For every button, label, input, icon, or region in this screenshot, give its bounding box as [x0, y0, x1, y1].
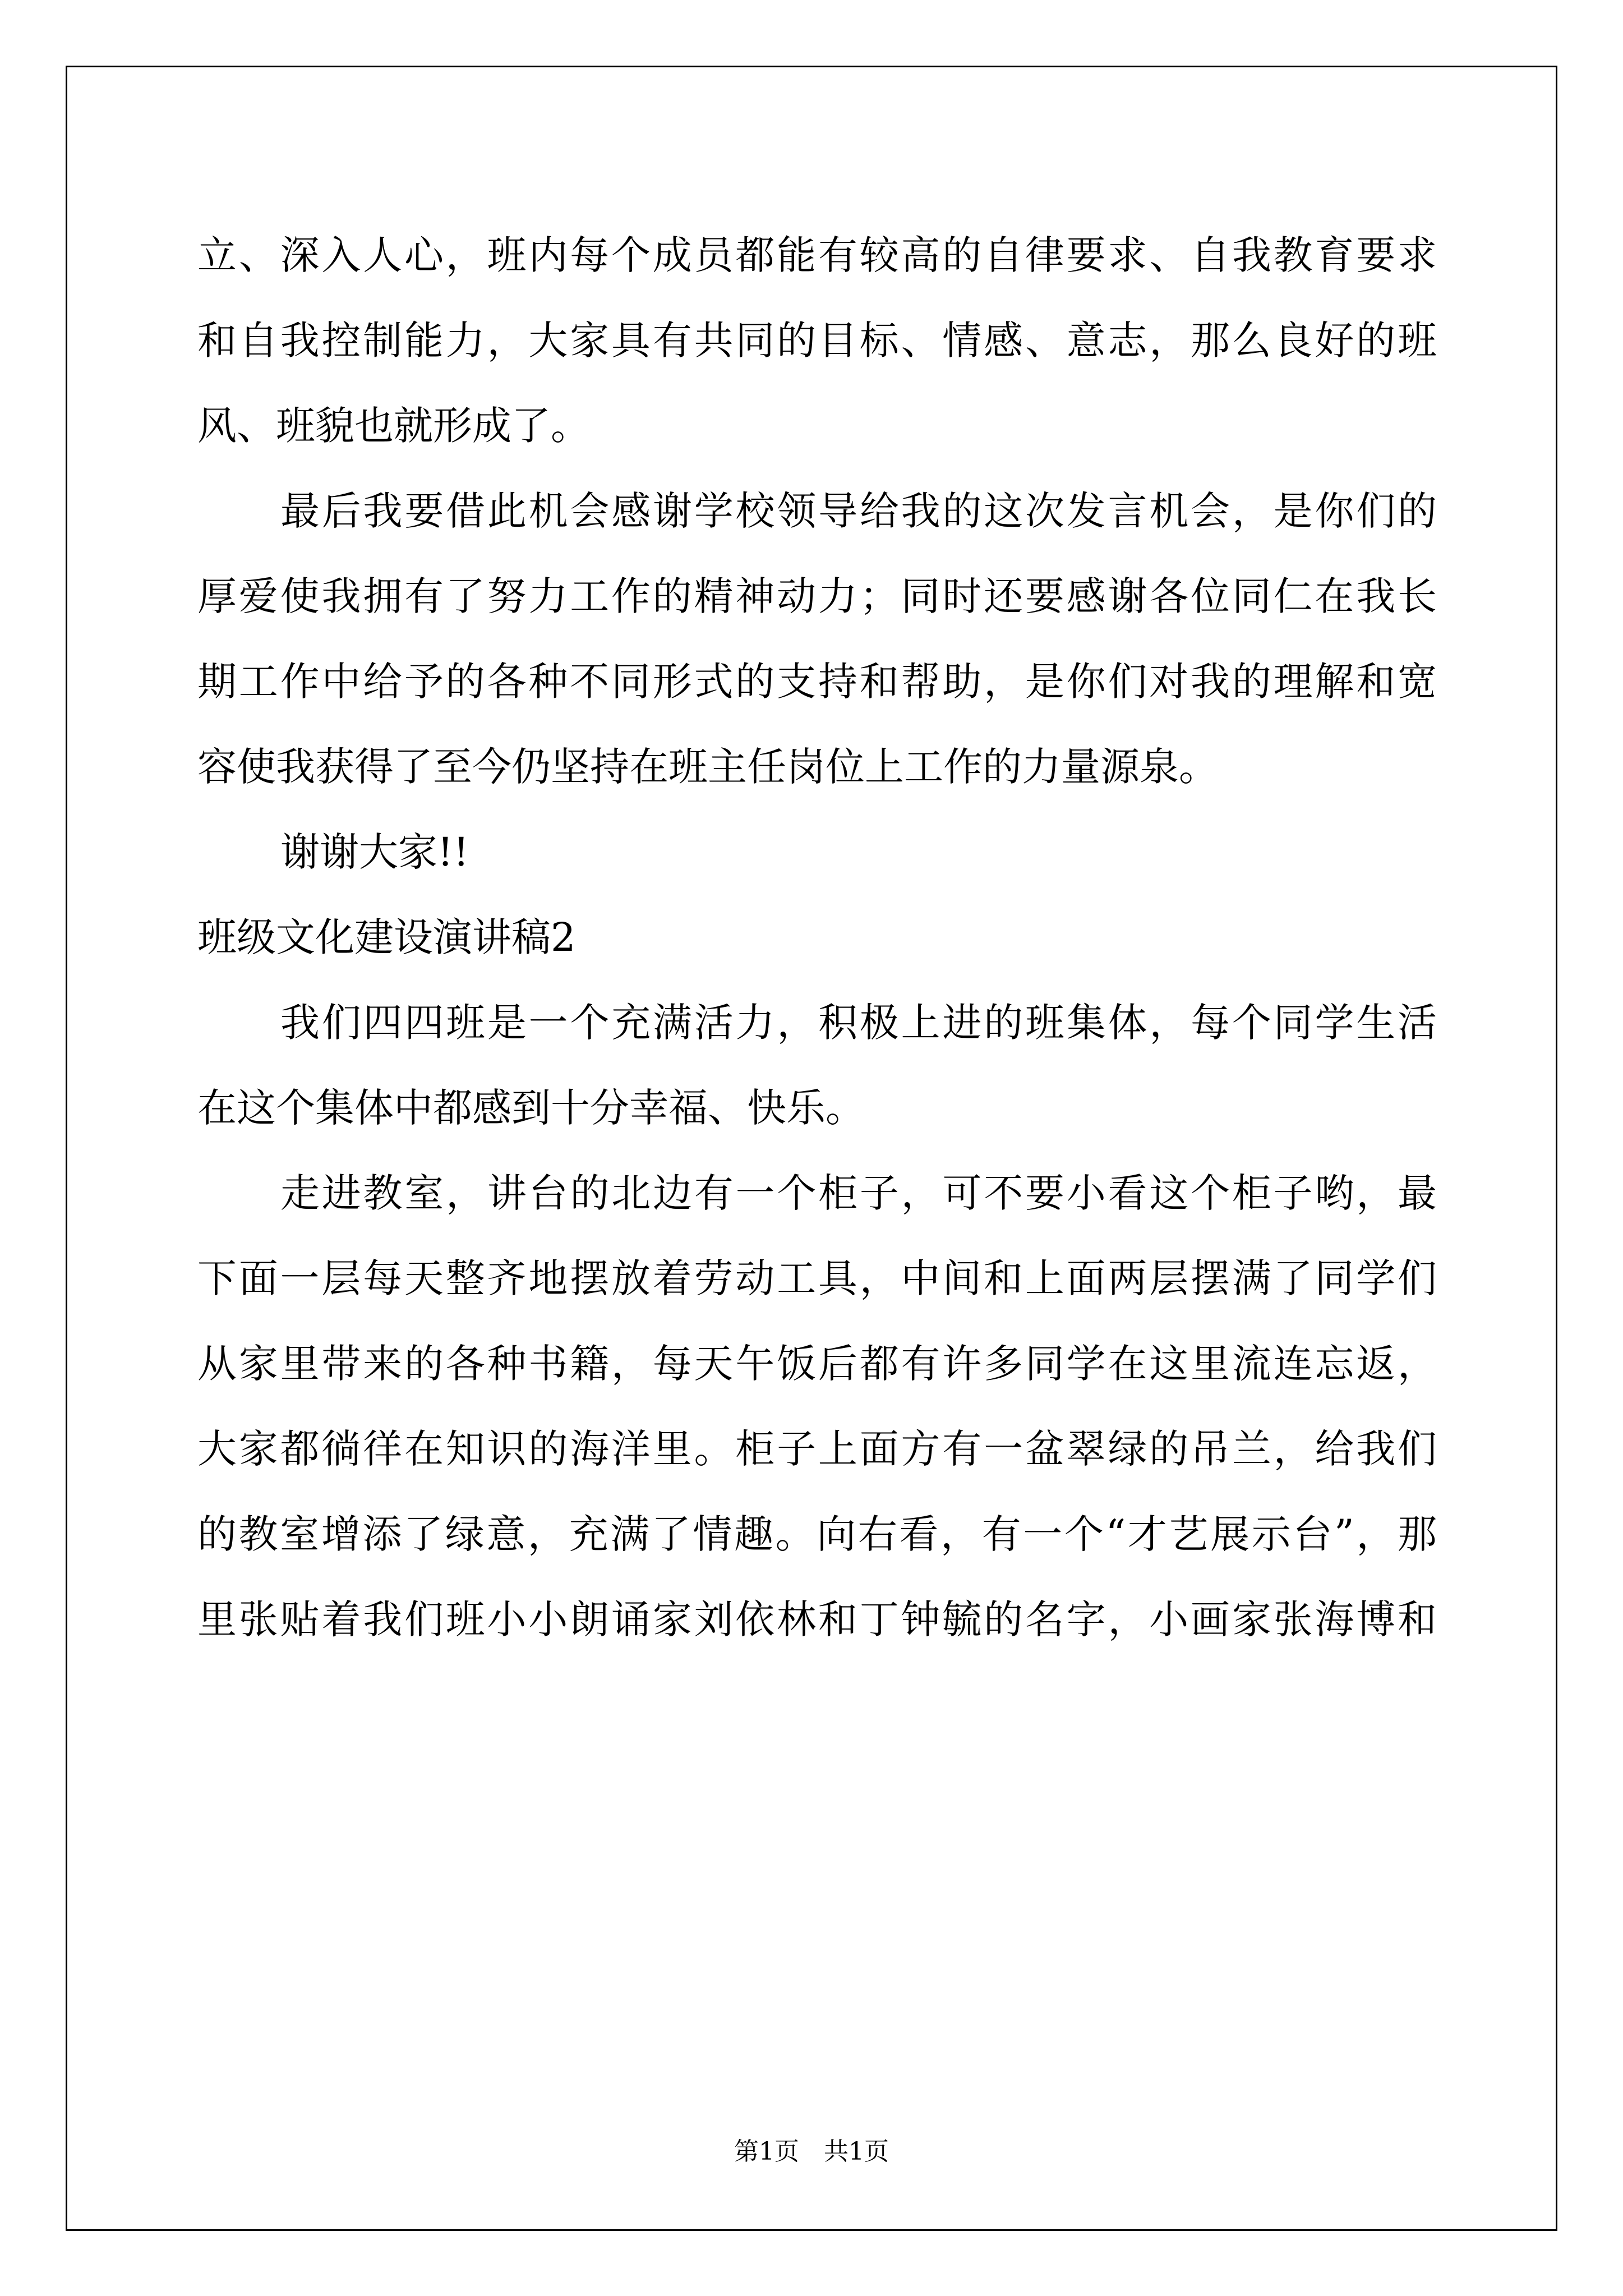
- text-line: 风、班貌也就形成了。: [197, 403, 590, 449]
- page-footer: 第1页 共1页: [734, 2137, 889, 2166]
- text-line: 走进教室，讲台的北边有一个柜子，可不要小看这个柜子哟，最: [280, 1170, 1437, 1216]
- section-title: 班级文化建设演讲稿2: [197, 914, 576, 960]
- text-line: 谢谢大家!!: [280, 829, 469, 875]
- text-line: 的教室增添了绿意，充满了情趣。向右看，有一个“才艺展示台”，那: [197, 1511, 1437, 1557]
- text-line: 立、深入人心，班内每个成员都能有较高的自律要求、自我教育要求: [197, 232, 1437, 278]
- text-line: 期工作中给予的各种不同形式的支持和帮助，是你们对我的理解和宽: [197, 659, 1437, 705]
- text-line: 大家都徜徉在知识的海洋里。柜子上面方有一盆翠绿的吊兰，给我们: [197, 1426, 1437, 1472]
- text-line: 我们四四班是一个充满活力，积极上进的班集体，每个同学生活: [280, 1000, 1437, 1046]
- text-line: 最后我要借此机会感谢学校领导给我的这次发言机会，是你们的: [280, 488, 1437, 534]
- text-line: 容使我获得了至今仍坚持在班主任岗位上工作的力量源泉。: [197, 744, 1218, 790]
- text-line: 从家里带来的各种书籍，每天午饭后都有许多同学在这里流连忘返，: [197, 1341, 1437, 1387]
- text-line: 里张贴着我们班小小朗诵家刘依林和丁钟毓的名字，小画家张海博和: [197, 1596, 1437, 1642]
- document-body: [197, 222, 1437, 1671]
- text-line: 在这个集体中都感到十分幸福、快乐。: [197, 1085, 865, 1131]
- text-line: 下面一层每天整齐地摆放着劳动工具，中间和上面两层摆满了同学们: [197, 1255, 1437, 1301]
- text-line: 和自我控制能力，大家具有共同的目标、情感、意志，那么良好的班: [197, 318, 1437, 364]
- text-line: 厚爱使我拥有了努力工作的精神动力；同时还要感谢各位同仁在我长: [197, 573, 1437, 619]
